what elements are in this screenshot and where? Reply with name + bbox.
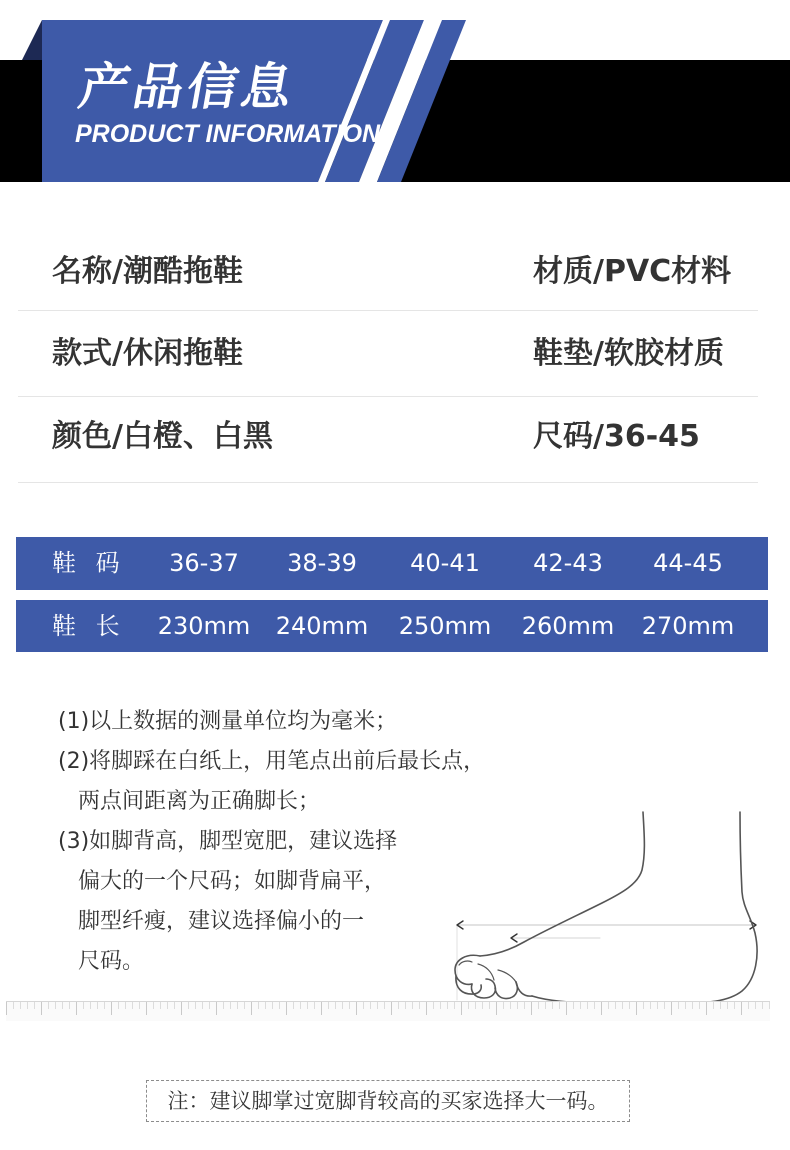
spec-insole: 鞋垫/软胶材质 <box>533 336 724 371</box>
foot-toe <box>472 979 496 998</box>
spec-row <box>0 334 790 374</box>
foot-outline <box>455 812 757 1003</box>
banner-fold-shadow <box>22 20 42 60</box>
foot-toe-crease <box>478 964 494 980</box>
size-cell: 240mm <box>275 612 369 640</box>
foot-length-dimension <box>457 921 756 1000</box>
ruler-icon <box>6 1001 770 1021</box>
foot-instep-outline <box>480 812 644 956</box>
spec-divider <box>18 396 758 397</box>
note-line: (3)如脚背高，脚型宽肥，建议选择 <box>58 829 398 854</box>
size-cell: 42-43 <box>533 549 603 577</box>
spec-style: 款式/休闲拖鞋 <box>52 336 243 371</box>
spec-material: 材质/PVC材料 <box>533 254 732 289</box>
spec-size-range: 尺码/36-45 <box>533 419 700 454</box>
size-cell: 40-41 <box>410 549 480 577</box>
size-cell: 36-37 <box>169 549 239 577</box>
note-line: 尺码。 <box>78 949 145 974</box>
footer-note-box <box>146 1080 630 1122</box>
spec-name: 名称/潮酷拖鞋 <box>52 254 243 289</box>
size-cell: 270mm <box>641 612 735 640</box>
note-line: (2)将脚踩在白纸上，用笔点出前后最长点， <box>58 749 486 774</box>
foot-toe <box>495 982 517 999</box>
spec-divider <box>18 482 758 483</box>
size-cell: 230mm <box>157 612 251 640</box>
size-row-label: 鞋 长 <box>52 612 120 640</box>
size-cell: 250mm <box>398 612 492 640</box>
note-line: 脚型纤瘦，建议选择偏小的一 <box>78 909 365 934</box>
size-cell: 260mm <box>521 612 615 640</box>
footer-note-text: 注：建议脚掌过宽脚背较高的买家选择大一码。 <box>167 1089 609 1113</box>
size-row-shoe-length <box>16 600 768 652</box>
spec-row <box>0 417 790 457</box>
spec-color: 颜色/白橙、白黑 <box>52 419 273 454</box>
foot-toe <box>516 982 532 996</box>
foot-toe <box>455 955 480 984</box>
note-line: (1)以上数据的测量单位均为毫米； <box>58 709 398 734</box>
spec-row <box>0 252 790 292</box>
foot-toenail <box>459 961 472 965</box>
spec-divider <box>18 310 758 311</box>
size-row-label: 鞋 码 <box>52 549 120 577</box>
size-row-shoe-size <box>16 537 768 590</box>
note-line: 两点间距离为正确脚长； <box>78 789 321 814</box>
header-title-cn: 产品信息 <box>74 58 301 116</box>
size-cell: 44-45 <box>653 549 723 577</box>
header-title-en: PRODUCT INFORMATION <box>75 120 381 148</box>
size-cell: 38-39 <box>287 549 357 577</box>
foot-measurement-icon <box>440 805 770 1005</box>
note-line: 偏大的一个尺码；如脚背扁平， <box>78 869 387 894</box>
foot-toe-crease <box>498 970 516 982</box>
